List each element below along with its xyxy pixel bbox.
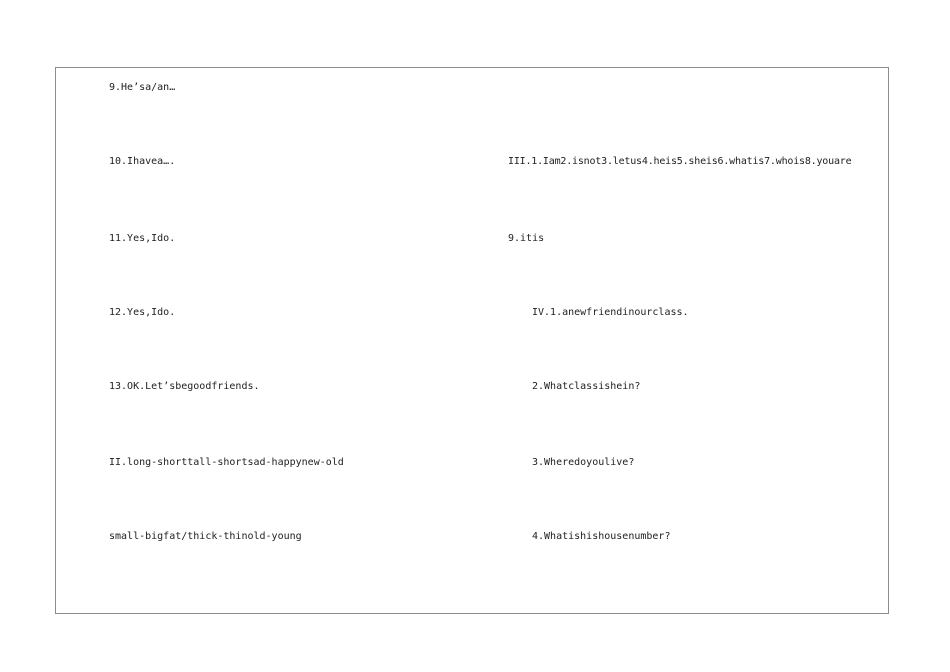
answer-line: 11.Yes,Ido. bbox=[109, 233, 176, 244]
answer-line: 9.He’sa/an… bbox=[109, 82, 176, 93]
answer-line: 4.Whatishishousenumber? bbox=[532, 531, 671, 542]
answer-line: 2.Whatclassishein? bbox=[532, 381, 641, 392]
answer-line: 10.Ihavea…. bbox=[109, 156, 176, 167]
answer-line: 3.Wheredoyoulive? bbox=[532, 457, 635, 468]
answer-line: II.long-shorttall-shortsad-happynew-old bbox=[109, 457, 344, 468]
answer-line: IV.1.anewfriendinourclass. bbox=[532, 307, 689, 318]
answer-line: small-bigfat/thick-thinold-young bbox=[109, 531, 302, 542]
answer-line: 9.itis bbox=[508, 233, 545, 244]
answer-line: 13.OK.Let’sbegoodfriends. bbox=[109, 381, 260, 392]
answer-line: III.1.Iam2.isnot3.letus4.heis5.sheis6.whatis7.whois8.youare bbox=[508, 156, 852, 167]
answer-line: 12.Yes,Ido. bbox=[109, 307, 176, 318]
